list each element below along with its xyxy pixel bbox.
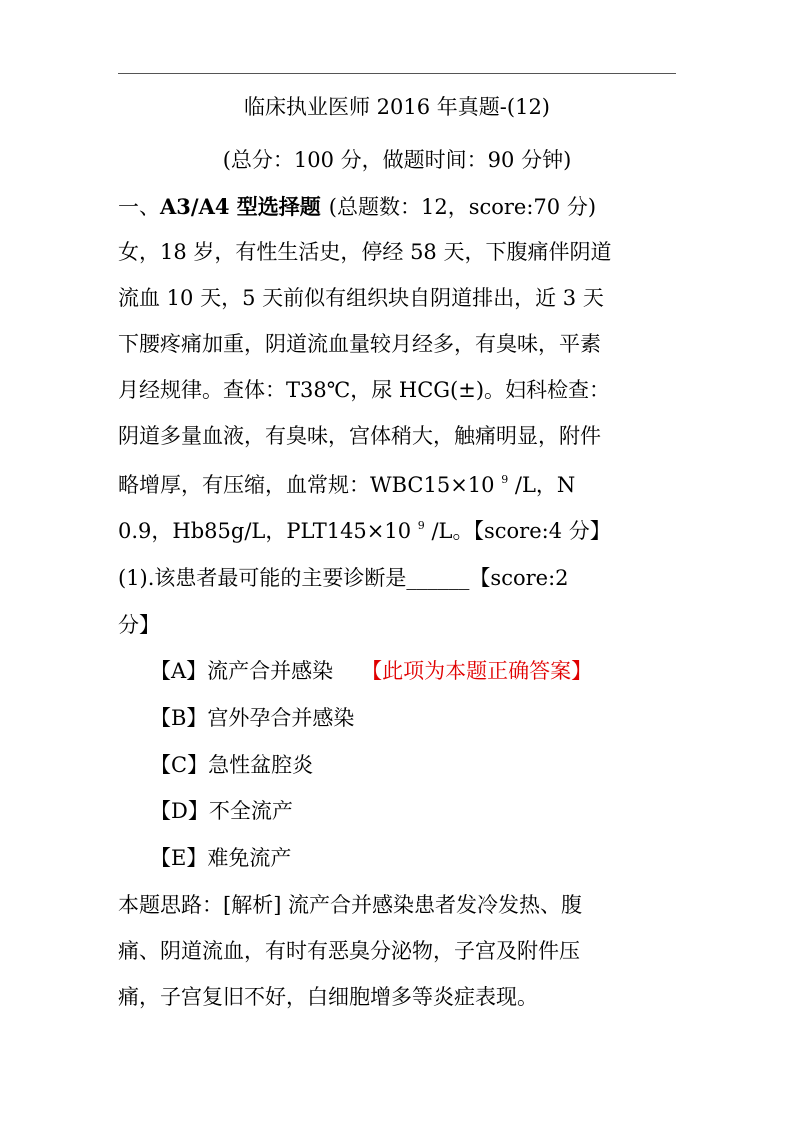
stem-text: /L。【score:4 分】 <box>424 519 611 543</box>
section-heading-prefix: 一、 <box>118 195 160 219</box>
option-b: 【B】宫外孕合并感染 <box>150 706 355 730</box>
analysis-line: 痛，子宫复旧不好，白细胞增多等炎症表现。 <box>118 985 538 1009</box>
stem-line: 下腰疼痛加重，阴道流血量较月经多，有臭味，平素 <box>118 332 601 356</box>
stem-text: 略增厚，有压缩，血常规：WBC15×10 <box>118 473 502 497</box>
section-heading-title: A3/A4 型选择题 <box>160 194 321 219</box>
question-text: 分】 <box>118 613 160 637</box>
option-c: 【C】急性盆腔炎 <box>150 753 314 777</box>
document-title: 临床执业医师 2016 年真题-(12) <box>244 95 550 119</box>
option-d: 【D】不全流产 <box>150 799 293 823</box>
option-a <box>150 661 592 682</box>
correct-answer-marker: 【此项为本题正确答案】 <box>361 659 593 683</box>
stem-line <box>118 474 575 496</box>
stem-line: 阴道多量血液，有臭味，宫体稍大，触痛明显，附件 <box>118 424 601 448</box>
option-e: 【E】难免流产 <box>150 846 292 870</box>
analysis-line: 本题思路：[解析] 流产合并感染患者发冷发热、腹 <box>118 893 583 917</box>
stem-line: 月经规律。查体：T38℃，尿 HCG(±)。妇科检查： <box>118 378 611 402</box>
header-rule <box>118 73 676 74</box>
stem-line <box>118 520 611 542</box>
stem-text: /L，N <box>508 473 576 497</box>
section-heading-meta: (总题数：12，score:70 分) <box>328 195 597 219</box>
question-text: (1).该患者最可能的主要诊断是______【score:2 <box>118 566 569 590</box>
option-label: 【A】流产合并感染 <box>150 659 334 683</box>
exponent: 9 <box>417 519 425 532</box>
stem-line: 女，18 岁，有性生活史，停经 58 天，下腹痛伴阴道 <box>118 240 612 264</box>
document-subtitle: (总分：100 分，做题时间：90 分钟) <box>222 148 572 172</box>
stem-line: 流血 10 天，5 天前似有组织块自阴道排出，近 3 天 <box>118 286 604 310</box>
section-heading <box>118 196 596 218</box>
analysis-line: 痛、阴道流血，有时有恶臭分泌物，子宫及附件压 <box>118 939 580 963</box>
stem-text: 0.9，Hb85g/L，PLT145×10 <box>118 519 418 543</box>
exponent: 9 <box>501 473 509 486</box>
